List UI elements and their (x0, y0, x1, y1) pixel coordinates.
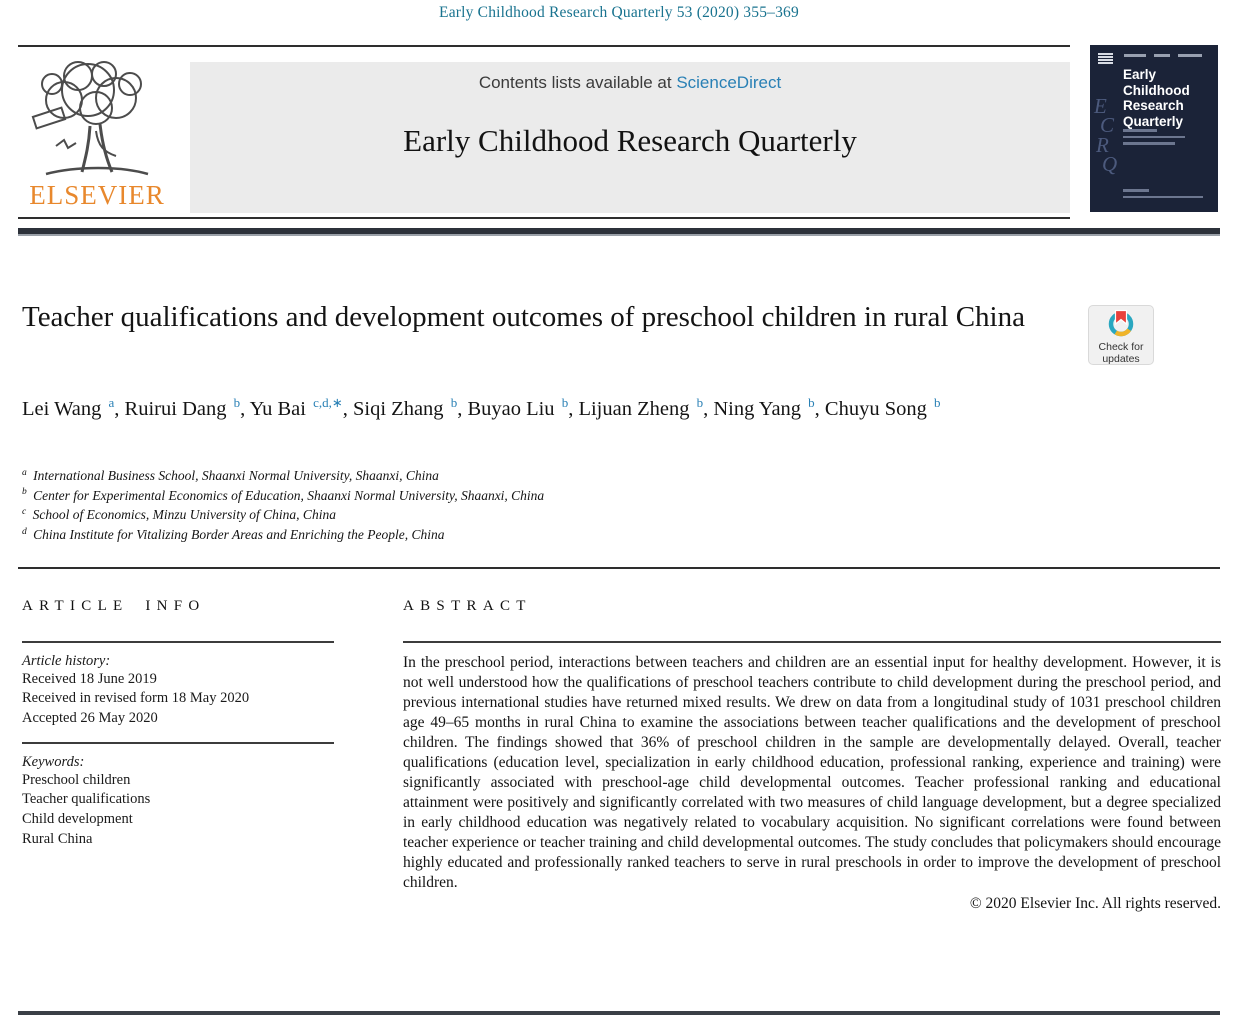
top-rule (18, 45, 1070, 47)
cover-title: Early Childhood Research Quarterly (1123, 67, 1190, 129)
author: Yu Bai $^{c,d,∗}$ (249, 395, 343, 420)
section-divider-rule (18, 567, 1220, 569)
history-line: Received in revised form 18 May 2020 (22, 690, 250, 707)
article-info-column (22, 598, 334, 849)
page-bottom-bar (18, 1011, 1220, 1015)
author: Ruirui Dang $^b$ (124, 395, 241, 420)
author: Chuyu Song $^b$ (824, 395, 941, 420)
cover-ecrq-monogram: E C R Q (1094, 94, 1118, 176)
article-title: Teacher qualifications and development outcomes of preschool children in rural China (22, 301, 1025, 333)
journal-reference: Early Childhood Research Quarterly 53 (2020) 355–369 (439, 4, 799, 21)
history-line: Received 18 June 2019 (22, 670, 157, 687)
cover-editor-lines (1123, 129, 1185, 149)
keyword-line: Preschool children (22, 771, 131, 788)
author: Ning Yang $^b$ (713, 395, 815, 420)
article-info-heading: ARTICLE INFO (22, 598, 206, 614)
history-line: Accepted 26 May 2020 (22, 709, 158, 726)
keywords-lines (22, 771, 334, 849)
sciencedirect-link[interactable]: ScienceDirect (676, 73, 782, 92)
abstract-heading: ABSTRACT (403, 598, 532, 614)
affiliation: $^d$ China Institute for Vitalizing Border Areas and Enriching the People, China (22, 526, 445, 543)
crossmark-icon (1106, 309, 1136, 337)
author: Lei Wang $^a$ (22, 395, 115, 420)
abstract-heading-rule (403, 641, 1221, 643)
keyword-line: Child development (22, 811, 133, 827)
cover-issue-meta (1124, 54, 1202, 57)
keyword-line: Rural China (22, 830, 93, 847)
contents-line (190, 73, 1070, 93)
check-badge-label: Check for updates (1098, 341, 1144, 366)
article-history-lines (22, 670, 334, 729)
article-history-label: Article history: (22, 652, 111, 669)
author: Siqi Zhang $^b$ (353, 395, 458, 420)
cover-footer-lines (1123, 189, 1203, 202)
affiliation: $^b$ Center for Experimental Economics of Education, Shaanxi Normal University, Shaanxi, China (22, 487, 545, 503)
cover-publisher-mark-icon (1098, 52, 1113, 65)
banner-bottom-rule (18, 217, 1070, 219)
abstract-text: In the preschool period, interactions between teachers and children are an essential input for healthy development. However, it is not well understood how the qualifications of preschool teachers contribute to child development during the preschool period, and previous international studies have returned mixed results. We drew on data from a longitudinal study of 1031 preschool children age 49–65 months in rural China to examine the associations between teacher qualifications and the development of preschool children. The findings showed that 36% of preschool children in the sample are developmentally delayed. Overall, teacher qualifications (education level, specialization in early childhood education, professional ranking, experience and training) were significantly associated with preschool-age child developmental outcomes. Teacher professional ranking and educational attainment were positively and significantly correlated with two measures of child language development, but a degree specialized in early childhood education was negatively related to vocabulary acquisition. No significant correlations were found between teacher experience or teacher training and child developmental outcomes. The study concludes that policymakers should encourage highly educated and professionally ranked teachers to serve in rural preschools in order to improve the development of preschool children. (403, 653, 1221, 892)
journal-cover-thumbnail[interactable] (1090, 45, 1218, 212)
elsevier-logo (22, 56, 172, 216)
keywords-label: Keywords: (22, 753, 85, 770)
author: Lijuan Zheng $^b$ (578, 395, 704, 420)
author: Buyao Liu $^b$ (467, 395, 569, 420)
thick-divider-bar (18, 228, 1220, 236)
keyword-line: Teacher qualifications (22, 791, 151, 808)
affiliation: $^a$ International Business School, Shaanxi Normal University, Shaanxi, China (22, 467, 439, 483)
keywords-rule (22, 742, 334, 744)
elsevier-tree-icon (26, 56, 168, 182)
check-for-updates-badge[interactable] (1088, 305, 1154, 365)
abstract-column (403, 598, 1221, 913)
banner-journal-title: Early Childhood Research Quarterly (403, 123, 857, 158)
affiliation-list (22, 466, 922, 545)
article-info-heading-rule (22, 641, 334, 643)
affiliation: $^c$ School of Economics, Minzu University of China, China (22, 506, 336, 523)
journal-banner (190, 62, 1070, 213)
contents-prefix: Contents lists available at (478, 73, 677, 92)
author-list: Lei Wang $^a$, Ruirui Dang $^b$, Yu Bai $^{c,d,∗}$, Siqi Zhang $^b$, Buyao Liu $^b$, Lijuan Zheng $^b$, Ning Yang $^b$, Chuyu Song $^b$ (22, 395, 941, 420)
copyright-line: © 2020 Elsevier Inc. All rights reserved. (969, 895, 1221, 913)
elsevier-wordmark: ELSEVIER (29, 180, 165, 210)
